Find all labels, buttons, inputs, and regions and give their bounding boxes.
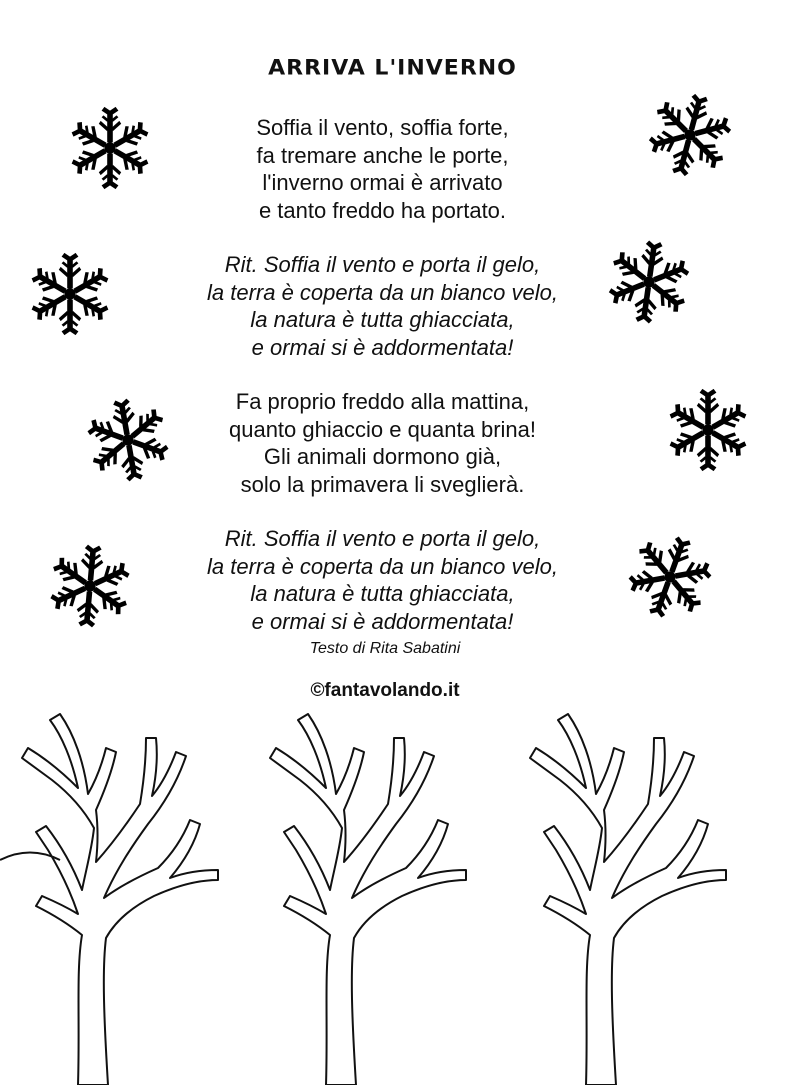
snowflake-icon [68, 106, 152, 190]
poem-line: la natura è tutta ghiacciata, [250, 307, 515, 332]
trees-illustration [0, 700, 785, 1085]
poem-line: Gli animali dormono già, [263, 444, 502, 469]
snowflake-icon [28, 252, 112, 336]
poem [150, 114, 615, 635]
snowflake-icon [607, 240, 691, 324]
poem-line: e tanto freddo ha portato. [258, 197, 507, 223]
chorus-2 [150, 525, 615, 635]
poem-line: fa tremare anche le porte, [256, 142, 509, 168]
copyright: ©fantavolando.it [310, 680, 460, 701]
snowflake-icon [86, 398, 170, 482]
poem-line: la terra è coperta da un bianco velo, [206, 553, 558, 579]
poem-line: Soffia il vento, soffia forte, [256, 115, 509, 140]
stanza-1 [150, 114, 615, 224]
chorus-1 [150, 251, 615, 361]
poem-line: la terra è coperta da un bianco velo, [206, 279, 558, 305]
snowflake-icon [48, 544, 132, 628]
poem-line: Rit. Soffia il vento e porta il gelo, [224, 252, 541, 277]
author-credit: Testo di Rita Sabatini [309, 640, 461, 657]
snowflake-icon [628, 535, 712, 619]
poem-line: Rit. Soffia il vento e porta il gelo, [224, 526, 541, 551]
poem-line: l'inverno ormai è arrivato [262, 170, 503, 195]
poem-line: solo la primavera li sveglierà. [240, 471, 525, 497]
snowflake-icon [666, 388, 750, 472]
stanza-2 [150, 388, 615, 498]
poem-line: quanto ghiaccio e quanta brina! [228, 416, 536, 442]
poem-line: e ormai si è addormentata! [251, 334, 514, 360]
page-title: ARRIVA L'INVERNO [268, 56, 517, 81]
poem-line: Fa proprio freddo alla mattina, [235, 389, 530, 414]
poem-line: e ormai si è addormentata! [251, 608, 514, 634]
poem-line: la natura è tutta ghiacciata, [250, 581, 515, 606]
snowflake-icon [648, 93, 732, 177]
